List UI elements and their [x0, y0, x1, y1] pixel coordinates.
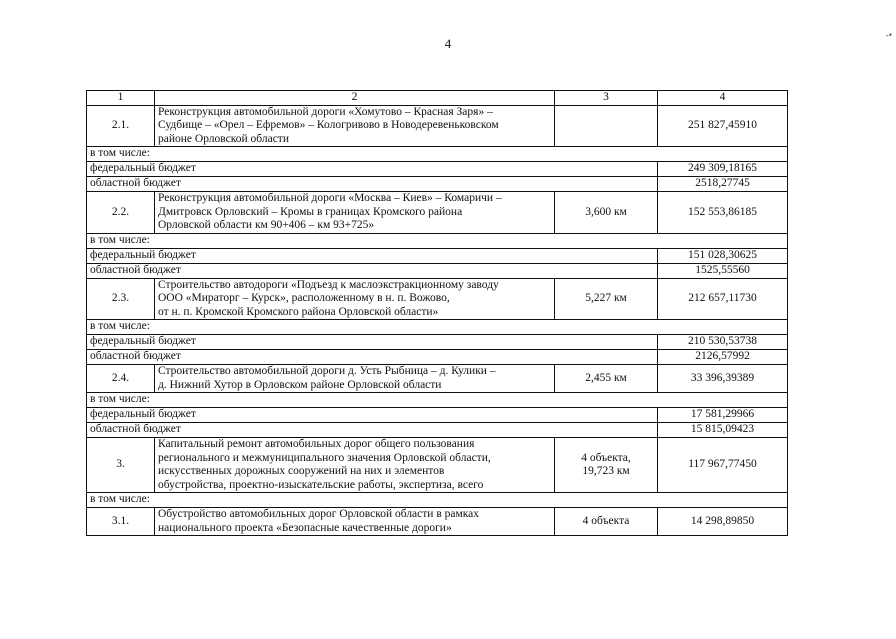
budget-row [87, 162, 788, 177]
including-row [87, 147, 788, 162]
budget-label: федеральный бюджет [87, 162, 658, 177]
description-line: национального проекта «Безопасные качественные дороги» [158, 521, 452, 534]
budget-value: 15 815,09423 [658, 423, 788, 438]
including-label: в том числе: [87, 393, 788, 408]
budget-value: 210 530,53738 [658, 335, 788, 350]
item-amount: 251 827,45910 [658, 105, 788, 147]
item-number: 2.3. [87, 278, 155, 320]
item-amount: 33 396,39389 [658, 365, 788, 393]
item-row [87, 438, 788, 493]
budget-value: 2518,27745 [658, 177, 788, 192]
item-description [155, 365, 555, 393]
including-row [87, 493, 788, 508]
table-body [87, 91, 788, 536]
including-row [87, 233, 788, 248]
page-number: 4 [444, 36, 452, 51]
budget-label: областной бюджет [87, 263, 658, 278]
item-number: 2.1. [87, 105, 155, 147]
including-label: в том числе: [87, 493, 788, 508]
item-number: 2.2. [87, 192, 155, 234]
item-row [87, 278, 788, 320]
budget-row [87, 177, 788, 192]
including-label: в том числе: [87, 147, 788, 162]
description-line: от н. п. Кромской Кромского района Орловской области» [158, 305, 439, 318]
including-row [87, 393, 788, 408]
budget-row [87, 423, 788, 438]
item-description [155, 508, 555, 536]
budget-value: 249 309,18165 [658, 162, 788, 177]
header-row [87, 91, 788, 106]
length-line: 3,600 км [585, 205, 627, 218]
budget-row [87, 408, 788, 423]
length-line: 5,227 км [585, 292, 627, 304]
including-label: в том числе: [87, 320, 788, 335]
item-length [555, 438, 658, 493]
description-line: районе Орловской области [158, 132, 289, 145]
item-amount: 212 657,11730 [658, 278, 788, 320]
budget-value: 2126,57992 [658, 350, 788, 365]
header-col-4: 4 [658, 91, 788, 106]
item-length [555, 105, 658, 147]
budget-label: федеральный бюджет [87, 335, 658, 350]
description-line: Обустройство автомобильных дорог Орловской области в рамках [158, 508, 480, 520]
item-number: 2.4. [87, 365, 155, 393]
scan-mark: -• [885, 30, 892, 40]
item-number: 3. [87, 438, 155, 493]
description-line: Строительство автомобильной дороги д. Усть Рыбница – д. Кулики – [158, 365, 496, 377]
description-line: Дмитровск Орловский – Кромы в границах Кромского района [158, 205, 463, 218]
item-number: 3.1. [87, 508, 155, 536]
item-description [155, 105, 555, 147]
description-line: регионального и межмуниципального значения Орловской области, [158, 451, 491, 464]
description-line: д. Нижний Хутор в Орловском районе Орловской области [158, 378, 442, 391]
budget-label: областной бюджет [87, 350, 658, 365]
budget-row [87, 263, 788, 278]
budget-value: 1525,55560 [658, 263, 788, 278]
budget-value: 151 028,30625 [658, 248, 788, 263]
description-line: Капитальный ремонт автомобильных дорог общего пользования [158, 438, 475, 450]
budget-table [86, 90, 788, 536]
budget-label: федеральный бюджет [87, 248, 658, 263]
item-row [87, 365, 788, 393]
header-col-1: 1 [87, 91, 155, 106]
description-line: Орловской области км 90+406 – км 93+725» [158, 219, 375, 231]
description-line: Реконструкция автомобильной дороги «Хомутово – Красная Заря» – [158, 105, 493, 118]
budget-label: областной бюджет [87, 177, 658, 192]
description-line: Строительство автодороги «Подъезд к маслоэкстракционному заводу [158, 278, 499, 291]
item-description [155, 438, 555, 493]
item-description [155, 192, 555, 234]
including-row [87, 320, 788, 335]
item-length [555, 278, 658, 320]
description-line: Реконструкция автомобильной дороги «Москва – Киев» – Комаричи – [158, 192, 502, 204]
budget-label: федеральный бюджет [87, 408, 658, 423]
length-line: 2,455 км [585, 371, 627, 384]
item-row [87, 192, 788, 234]
length-line: 19,723 км [582, 465, 630, 477]
budget-row [87, 248, 788, 263]
header-col-3: 3 [555, 91, 658, 106]
description-line: ООО «Мираторг – Курск», расположенному в н. п. Вожово, [158, 292, 450, 304]
description-line: искусственных дорожных сооружений на них и элементов [158, 465, 445, 477]
item-length [555, 192, 658, 234]
including-label: в том числе: [87, 233, 788, 248]
length-line: 4 объекта, [581, 451, 631, 464]
item-amount: 14 298,89850 [658, 508, 788, 536]
item-row [87, 508, 788, 536]
description-line: Судбище – «Орел – Ефремов» – Кологривово в Новодеревеньковском [158, 119, 499, 131]
budget-row [87, 350, 788, 365]
item-length [555, 365, 658, 393]
item-description [155, 278, 555, 320]
budget-label: областной бюджет [87, 423, 658, 438]
description-line: обустройства, проектно-изыскательские работы, экспертиза, всего [158, 478, 484, 491]
budget-value: 17 581,29966 [658, 408, 788, 423]
length-line: 4 объекта [582, 514, 630, 527]
header-col-2: 2 [155, 91, 555, 106]
item-amount: 152 553,86185 [658, 192, 788, 234]
item-amount: 117 967,77450 [658, 438, 788, 493]
budget-row [87, 335, 788, 350]
item-length [555, 508, 658, 536]
item-row [87, 105, 788, 147]
